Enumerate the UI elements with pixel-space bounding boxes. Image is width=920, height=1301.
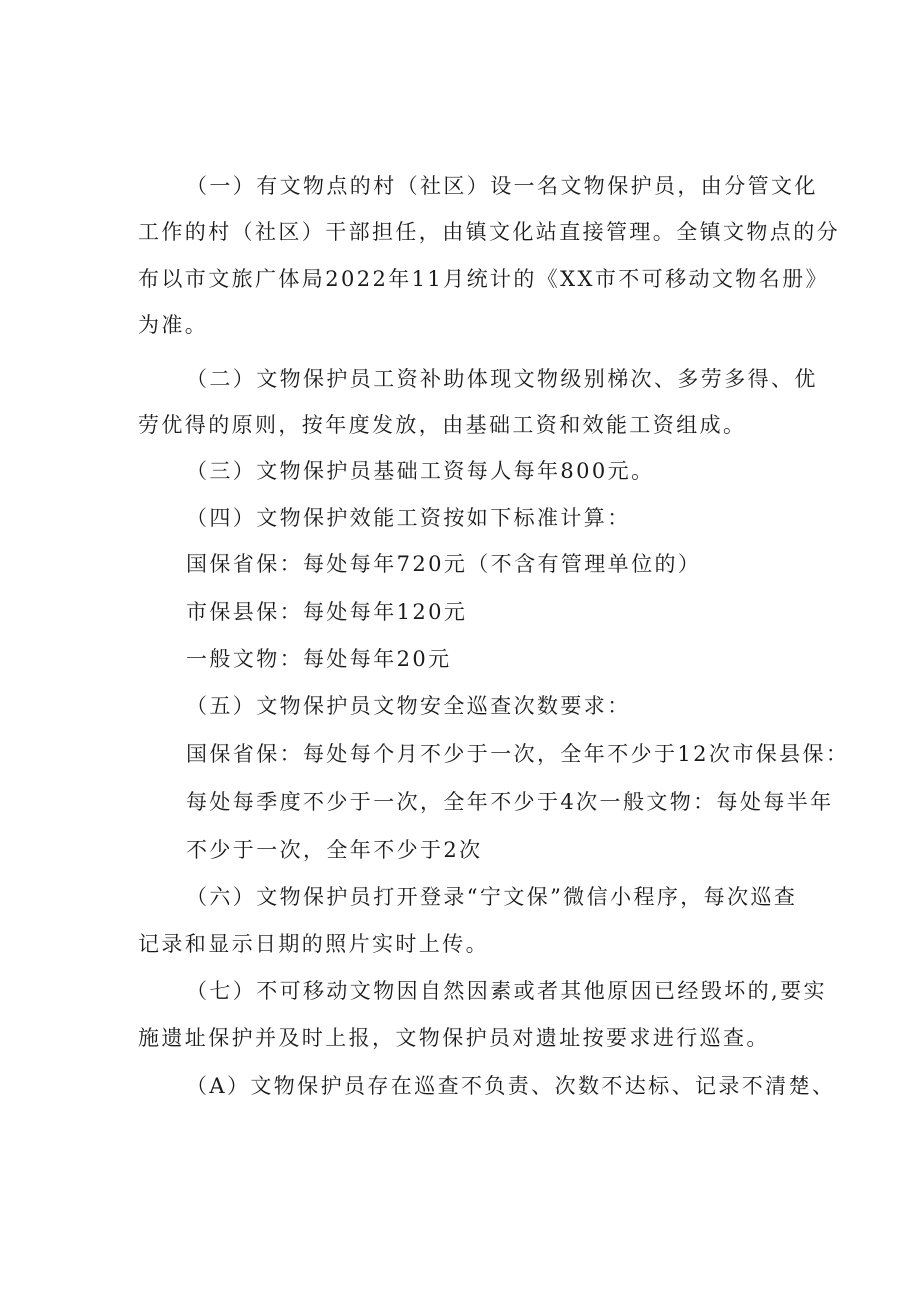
paragraph-a-line-1: （A）文物保护员存在巡查不负责、次数不达标、记录不清楚、 [186, 1074, 836, 1098]
paragraph-5: （五）文物保护员文物安全巡查次数要求： [186, 694, 631, 718]
paragraph-6-line-2: 记录和显示日期的照片实时上传。 [138, 932, 489, 956]
paragraph-6-line-1: （六）文物保护员打开登录“宁文保”微信小程序，每次巡查 [186, 885, 798, 909]
paragraph-1-line-4: 为准。 [138, 313, 209, 337]
patrol-requirement-line-2: 每处每季度不少于一次，全年不少于4次一般文物：每处每半年 [186, 790, 834, 814]
paragraph-3: （三）文物保护员基础工资每人每年800元。 [186, 459, 655, 483]
paragraph-1-line-2: 工作的村（社区）干部担任，由镇文化站直接管理。全镇文物点的分 [138, 220, 840, 244]
paragraph-4: （四）文物保护效能工资按如下标准计算： [186, 506, 631, 530]
paragraph-7-line-1: （七）不可移动文物因自然因素或者其他原因已经毁坏的,要实 [186, 979, 827, 1003]
paragraph-2-line-2: 劳优得的原则，按年度发放，由基础工资和效能工资组成。 [138, 413, 747, 437]
paragraph-1-line-3: 布以市文旅广体局2022年11月统计的《XX市不可移动文物名册》 [138, 267, 829, 291]
standard-general: 一般文物：每处每年20元 [186, 647, 452, 671]
standard-city-county: 市保县保：每处每年120元 [186, 600, 468, 624]
standard-national-provincial: 国保省保：每处每年720元（不含有管理单位的） [186, 552, 702, 576]
patrol-requirement-line-1: 国保省保：每处每个月不少于一次，全年不少于12次市保县保： [186, 742, 850, 766]
paragraph-1-line-1: （一）有文物点的村（社区）设一名文物保护员，由分管文化 [186, 174, 818, 198]
patrol-requirement-line-3: 不少于一次，全年不少于2次 [186, 838, 483, 862]
paragraph-7-line-2: 施遗址保护并及时上报，文物保护员对遗址按要求进行巡查。 [138, 1026, 770, 1050]
paragraph-2-line-1: （二）文物保护员工资补助体现文物级别梯次、多劳多得、优 [186, 367, 818, 391]
